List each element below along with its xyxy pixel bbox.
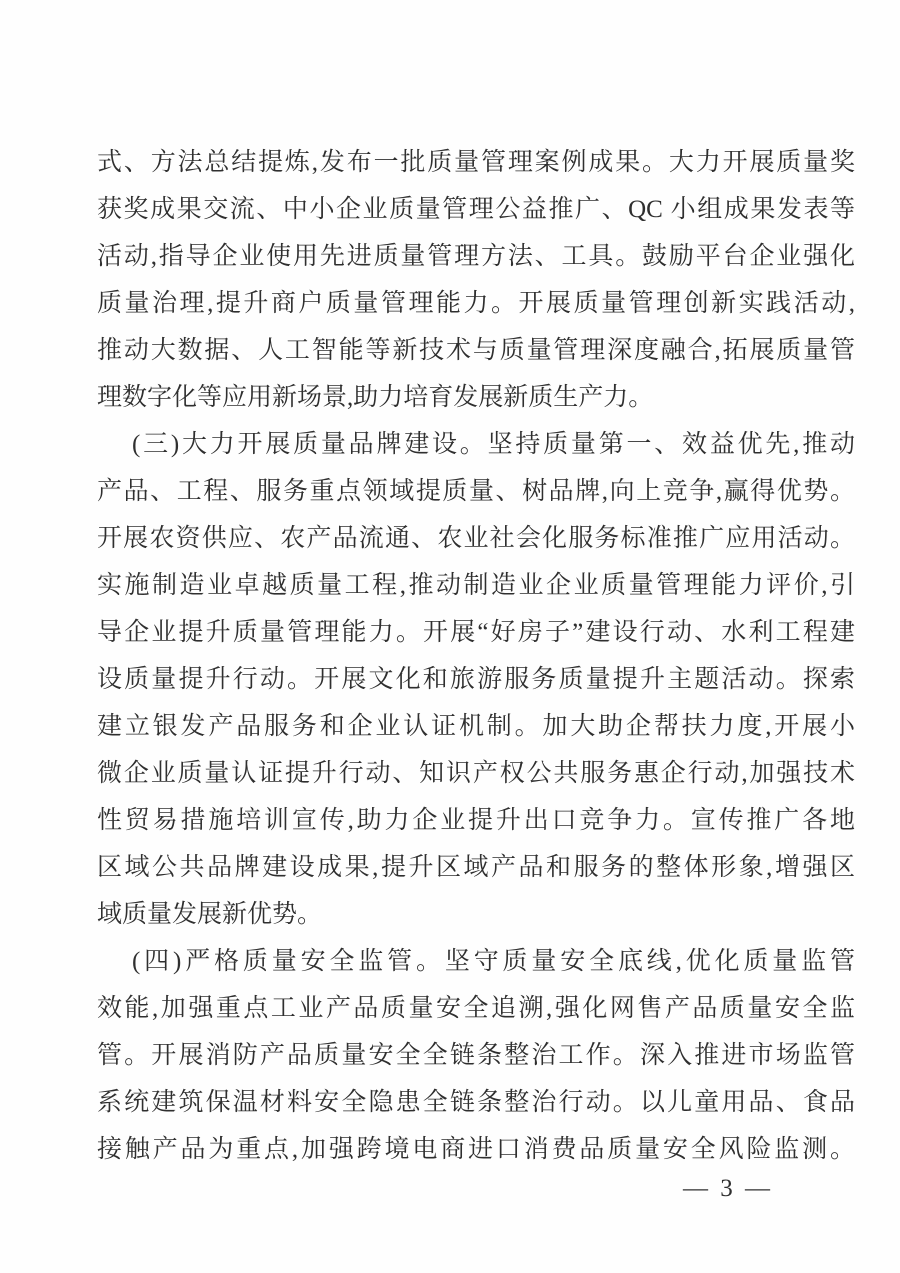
text-line: 系统建筑保温材料安全隐患全链条整治行动。以儿童用品、食品 bbox=[97, 1089, 855, 1116]
text-line: 推动大数据、人工智能等新技术与质量管理深度融合,拓展质量管 bbox=[97, 337, 855, 364]
text-line: (四)严格质量安全监管。坚守质量安全底线,优化质量监管 bbox=[132, 948, 855, 975]
text-line: (三)大力开展质量品牌建设。坚持质量第一、效益优先,推动 bbox=[132, 431, 855, 458]
page-number: — 3 — bbox=[683, 1175, 773, 1202]
text-line: 微企业质量认证提升行动、知识产权公共服务惠企行动,加强技术 bbox=[97, 760, 855, 787]
text-line: 效能,加强重点工业产品质量安全追溯,强化网售产品质量安全监 bbox=[97, 995, 855, 1022]
text-line: 建立银发产品服务和企业认证机制。加大助企帮扶力度,开展小 bbox=[97, 713, 855, 740]
text-line: 活动,指导企业使用先进质量管理方法、工具。鼓励平台企业强化 bbox=[97, 243, 855, 270]
text-line: 质量治理,提升商户质量管理能力。开展质量管理创新实践活动, bbox=[97, 290, 855, 317]
text-line: 产品、工程、服务重点领域提质量、树品牌,向上竞争,赢得优势。 bbox=[97, 478, 855, 505]
text-line: 开展农资供应、农产品流通、农业社会化服务标准推广应用活动。 bbox=[97, 525, 855, 552]
text-line: 式、方法总结提炼,发布一批质量管理案例成果。大力开展质量奖 bbox=[97, 149, 855, 176]
text-line: 接触产品为重点,加强跨境电商进口消费品质量安全风险监测。 bbox=[97, 1136, 855, 1163]
text-line: 域质量发展新优势。 bbox=[97, 901, 323, 928]
text-line: 导企业提升质量管理能力。开展“好房子”建设行动、水利工程建 bbox=[97, 619, 855, 646]
text-line: 区域公共品牌建设成果,提升区域产品和服务的整体形象,增强区 bbox=[97, 854, 855, 881]
text-line: 性贸易措施培训宣传,助力企业提升出口竞争力。宣传推广各地 bbox=[97, 807, 855, 834]
text-line: 实施制造业卓越质量工程,推动制造业企业质量管理能力评价,引 bbox=[97, 572, 855, 599]
text-line: 获奖成果交流、中小企业质量管理公益推广、QC 小组成果发表等 bbox=[97, 196, 855, 223]
document-body bbox=[97, 139, 855, 1173]
text-line: 理数字化等应用新场景,助力培育发展新质生产力。 bbox=[97, 384, 654, 411]
text-line: 管。开展消防产品质量安全全链条整治工作。深入推进市场监管 bbox=[97, 1042, 855, 1069]
text-line: 设质量提升行动。开展文化和旅游服务质量提升主题活动。探索 bbox=[97, 666, 855, 693]
